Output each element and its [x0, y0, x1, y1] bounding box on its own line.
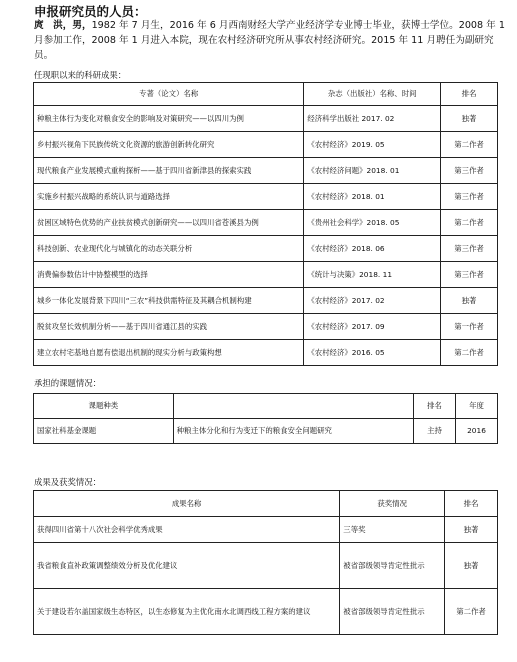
awards-header-row [34, 491, 498, 517]
research-title: 贫困区域特色优势的产业扶贫模式创新研究——以四川省苍溪县为例 [34, 210, 304, 236]
research-title: 现代粮食产业发展模式重构探析——基于四川省新津县的探索实践 [34, 158, 304, 184]
research-title: 实施乡村振兴战略的系统认识与道路选择 [34, 184, 304, 210]
research-rank: 第一作者 [441, 314, 498, 340]
table-row [34, 314, 498, 340]
table-row [34, 106, 498, 132]
research-source: 《农村经济》2018. 01 [304, 184, 441, 210]
award-name: 获得四川省第十八次社会科学优秀成果 [34, 517, 340, 543]
awards-header-name: 成果名称 [34, 491, 340, 517]
awards-header-award: 获奖情况 [340, 491, 445, 517]
project-type: 国家社科基金课题 [34, 419, 174, 444]
research-source: 《农村经济》2019. 05 [304, 132, 441, 158]
research-source: 《农村经济》2017. 09 [304, 314, 441, 340]
award-rank: 第二作者 [445, 589, 498, 635]
bio-paragraph [34, 18, 512, 63]
projects-header-year: 年度 [456, 394, 498, 419]
research-title: 科技创新、农业现代化与城镇化的动态关联分析 [34, 236, 304, 262]
research-title: 乡村振兴视角下民族传统文化资源的旅游创新转化研究 [34, 132, 304, 158]
research-rank: 独著 [441, 106, 498, 132]
bio-name: 庹 洪，男， [34, 20, 92, 31]
research-rank: 第三作者 [441, 158, 498, 184]
awards-table [33, 490, 498, 635]
projects-header-name [173, 394, 413, 419]
research-title: 建立农村宅基地自愿有偿退出机制的现实分析与政策构想 [34, 340, 304, 366]
table-row [34, 288, 498, 314]
research-source: 《统计与决策》2018. 11 [304, 262, 441, 288]
page-heading: 申报研究员的人员： [34, 4, 147, 19]
research-rank: 第三作者 [441, 236, 498, 262]
research-source: 《贵州社会科学》2018. 05 [304, 210, 441, 236]
table-row [34, 132, 498, 158]
project-year: 2016 [456, 419, 498, 444]
research-source: 《农村经济问题》2018. 01 [304, 158, 441, 184]
research-header-rank: 排名 [441, 83, 498, 106]
table-row [34, 517, 498, 543]
research-source: 《农村经济》2017. 02 [304, 288, 441, 314]
awards-header-rank: 排名 [445, 491, 498, 517]
research-title: 脱贫攻坚长效机制分析——基于四川省通江县的实践 [34, 314, 304, 340]
award-result: 三等奖 [340, 517, 445, 543]
projects-header-type: 课题种类 [34, 394, 174, 419]
award-result: 被省部级领导肯定性批示 [340, 589, 445, 635]
research-rank: 第三作者 [441, 184, 498, 210]
bio-text: 1982 年 7 月生，2016 年 6 月西南财经大学产业经济学专业博士毕业，获博士学位。2008 年 1 月参加工作，2008 年 1 月进入本院，现在农村经济研究所从事农村经济研究。2015 年 11 月聘任为副研究员。 [34, 20, 505, 61]
projects-table [33, 393, 498, 444]
table-row [34, 210, 498, 236]
award-result: 被省部级领导肯定性批示 [340, 543, 445, 589]
research-title: 城乡一体化发展背景下四川“三农”科技供需特征及其耦合机制构建 [34, 288, 304, 314]
research-section-title: 任现职以来的科研成果： [34, 70, 127, 80]
research-rank: 独著 [441, 288, 498, 314]
award-rank: 独著 [445, 517, 498, 543]
award-rank: 独著 [445, 543, 498, 589]
projects-header-row [34, 394, 498, 419]
research-header-row [34, 83, 498, 106]
award-name: 我省粮食直补政策调整绩效分析及优化建议 [34, 543, 340, 589]
award-name: 关于建设若尔盖国家级生态特区，以生态修复为主优化南水北调西线工程方案的建议 [34, 589, 340, 635]
research-source: 经济科学出版社 2017. 02 [304, 106, 441, 132]
research-table [33, 82, 498, 366]
table-row [34, 340, 498, 366]
research-source: 《农村经济》2016. 05 [304, 340, 441, 366]
research-header-source: 杂志（出版社）名称、时间 [304, 83, 441, 106]
table-row [34, 262, 498, 288]
table-row [34, 158, 498, 184]
table-row [34, 589, 498, 635]
projects-section-title: 承担的课题情况： [34, 378, 101, 388]
research-rank: 第二作者 [441, 210, 498, 236]
research-rank: 第二作者 [441, 340, 498, 366]
table-row [34, 184, 498, 210]
awards-section-title: 成果及获奖情况： [34, 477, 101, 487]
research-header-title: 专著（论文）名称 [34, 83, 304, 106]
research-title: 消费偏参数估计中协整模型的选择 [34, 262, 304, 288]
research-source: 《农村经济》2018. 06 [304, 236, 441, 262]
table-row [34, 236, 498, 262]
project-name: 种粮主体分化和行为变迁下的粮食安全问题研究 [173, 419, 413, 444]
table-row [34, 419, 498, 444]
projects-header-rank: 排名 [414, 394, 456, 419]
project-rank: 主持 [414, 419, 456, 444]
table-row [34, 543, 498, 589]
research-rank: 第二作者 [441, 132, 498, 158]
research-rank: 第三作者 [441, 262, 498, 288]
research-title: 种粮主体行为变化对粮食安全的影响及对策研究——以四川为例 [34, 106, 304, 132]
